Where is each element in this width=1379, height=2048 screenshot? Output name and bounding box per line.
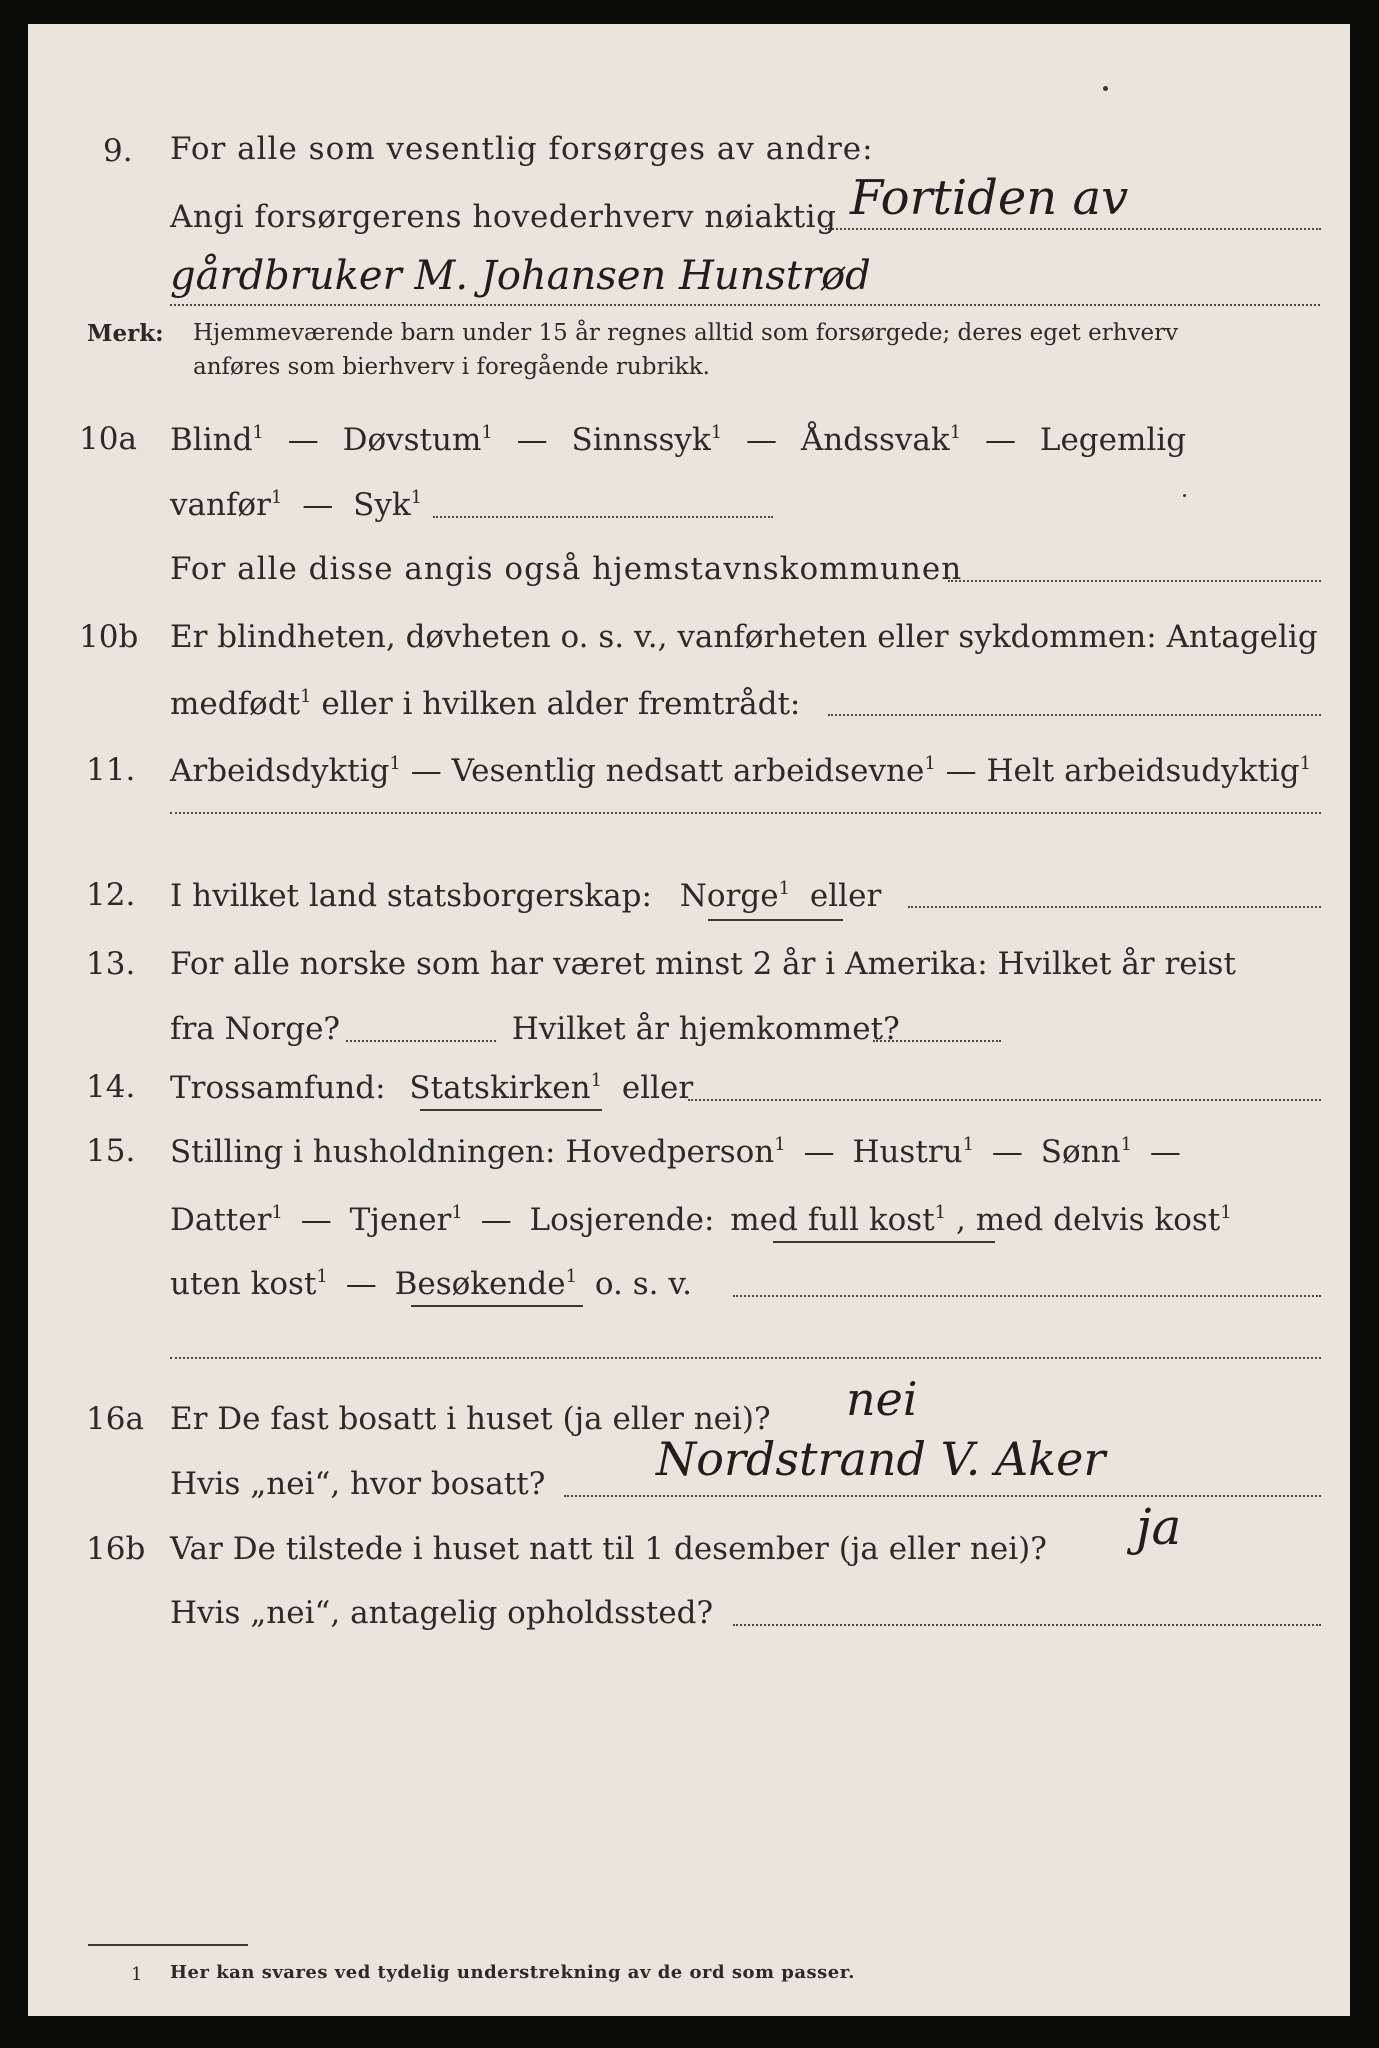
item-13-number: 13. bbox=[86, 946, 136, 982]
item-11-number: 11. bbox=[86, 752, 136, 788]
item-10a-line2: vanfør$^1$ — Syk$^1$ bbox=[170, 487, 423, 523]
item-16a-number: 16a bbox=[86, 1401, 144, 1437]
besokende-underline bbox=[411, 1305, 583, 1307]
item-9-fill-line bbox=[825, 228, 1321, 230]
handwritten-answer-16b: ja bbox=[1136, 1498, 1182, 1556]
item-13-line1: For alle norske som har været minst 2 år i Amerika: Hvilket år reist bbox=[170, 946, 1236, 982]
item-16b-number: 16b bbox=[86, 1531, 146, 1567]
item-15-fill-line-2 bbox=[170, 1357, 1321, 1359]
handwritten-provider-1: Fortiden av bbox=[850, 170, 1129, 226]
item-9-number: 9. bbox=[103, 133, 133, 169]
item-10b-fill-line bbox=[828, 714, 1321, 716]
ink-speck bbox=[1103, 86, 1108, 91]
item-10a-line1: Blind$^1$ — Døvstum$^1$ — Sinnssyk$^1$ — Åndssvak$^1$ — Legemlig bbox=[170, 422, 1187, 458]
item-15-line3: uten kost$^1$ — Besøkende$^1$ o. s. v. bbox=[170, 1266, 693, 1302]
item-15-line2: Datter$^1$ — Tjener$^1$ — Losjerende: med full kost$^1$ , med delvis kost$^1$ bbox=[170, 1202, 1232, 1238]
footnote-rule bbox=[88, 1944, 248, 1946]
item-15-number: 15. bbox=[86, 1133, 136, 1169]
item-9-fill-line-2 bbox=[170, 304, 1320, 306]
ink-speck bbox=[1183, 494, 1186, 497]
norge-underline bbox=[708, 919, 843, 921]
note-label: Merk: bbox=[87, 320, 164, 347]
item-13-fill-line-1 bbox=[346, 1040, 496, 1042]
note-line2: anføres som bierhverv i foregående rubrikk. bbox=[193, 354, 710, 380]
statskirken-underline bbox=[420, 1109, 602, 1111]
item-14-line1: Trossamfund: Statskirken$^1$ eller bbox=[170, 1070, 694, 1106]
footnote-marker: 1 bbox=[131, 1964, 143, 1985]
full-kost-underline bbox=[773, 1241, 995, 1243]
item-11-line1: Arbeidsdyktig$^1$ — Vesentlig nedsatt arbeidsevne$^1$ — Helt arbeidsudyktig$^1$ bbox=[170, 753, 1312, 789]
item-14-fill-line bbox=[688, 1099, 1321, 1101]
item-15-line1: Stilling i husholdningen: Hovedperson$^1$ — Hustru$^1$ — Sønn$^1$ — bbox=[170, 1134, 1181, 1170]
footnote-text: Her kan svares ved tydelig understrekning av de ord som passer. bbox=[170, 1962, 855, 1983]
item-9-line2: Angi forsørgerens hovederhverv nøiaktig bbox=[170, 199, 837, 235]
item-14-number: 14. bbox=[86, 1069, 136, 1105]
item-10a-line3: For alle disse angis også hjemstavnskommunen bbox=[170, 551, 963, 587]
item-16a-line2: Hvis „nei“, hvor bosatt? bbox=[170, 1466, 546, 1502]
item-10a-number: 10a bbox=[79, 421, 137, 457]
handwritten-residence: Nordstrand V. Aker bbox=[656, 1432, 1106, 1486]
item-16a-fill-line bbox=[564, 1495, 1321, 1497]
item-12-fill-line bbox=[908, 906, 1321, 908]
item-10a-fill-line bbox=[433, 516, 773, 518]
item-16a-line1: Er De fast bosatt i huset (ja eller nei)? bbox=[170, 1401, 771, 1437]
item-10b-line2: medfødt$^1$ eller i hvilken alder fremtrådt: bbox=[170, 686, 801, 722]
handwritten-answer-16a: nei bbox=[846, 1372, 918, 1426]
item-10a-fill-line-2 bbox=[948, 580, 1321, 582]
item-13-line2: fra Norge? Hvilket år hjemkommet? bbox=[170, 1011, 900, 1047]
item-16b-line2: Hvis „nei“, antagelig opholdssted? bbox=[170, 1595, 714, 1631]
item-11-fill-line bbox=[170, 812, 1321, 814]
item-16b-fill-line bbox=[733, 1624, 1321, 1626]
item-9-line1: For alle som vesentlig forsørges av andre: bbox=[170, 131, 874, 167]
item-15-fill-line bbox=[733, 1295, 1321, 1297]
item-12-line1: I hvilket land statsborgerskap: Norge$^1$ eller bbox=[170, 878, 882, 914]
note-line1: Hjemmeværende barn under 15 år regnes alltid som forsørgede; deres eget erhverv bbox=[193, 320, 1179, 346]
item-10b-number: 10b bbox=[79, 619, 139, 655]
item-10b-line1: Er blindheten, døvheten o. s. v., vanførheten eller sykdommen: Antagelig bbox=[170, 619, 1318, 655]
handwritten-provider-2: gårdbruker M. Johansen Hunstrød bbox=[170, 253, 871, 299]
item-13-fill-line-2 bbox=[873, 1040, 1001, 1042]
item-16b-line1: Var De tilstede i huset natt til 1 desember (ja eller nei)? bbox=[170, 1531, 1047, 1567]
item-12-number: 12. bbox=[86, 877, 136, 913]
form-page bbox=[28, 24, 1350, 2016]
